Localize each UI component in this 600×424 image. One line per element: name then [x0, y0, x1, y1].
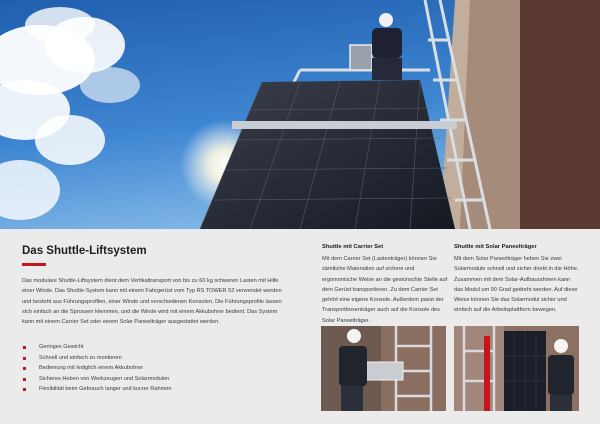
brick-wall — [520, 0, 600, 229]
intro-paragraph: Das modulare Shuttle-Liftsystem dient dem Vertikaltransport von bis zu 60 kg schweren Lasten mit Hilfe einer Winde. Das Shuttle-System kann mit einem Fahrgerüst vom Typ RS TOWER 52 verwendet werden und besteht aus Führungsprofilen, einer Winde und verschiedenen Konsolen. Die Führungsprofile lassen sich einfach an die Sprossen klemmen, und die Winde wird mit einem Akkubohrer bedient. Das System kann mit einem Carrier Set oder einem Solar Paneelträger ausgestattet werden. — [22, 278, 282, 326]
list-item: Sicheres Heben von Werkzeugen und Solarmodulen — [22, 374, 171, 385]
bullet-icon — [23, 367, 26, 370]
content-area — [0, 229, 600, 424]
feature-list — [22, 342, 171, 395]
list-item: Geringes Gewicht — [22, 342, 171, 353]
solar-carrier-text: Mit dem Solar Paneelträger heben Sie zwei Solarmodule schnell und sicher direkt in die Höhe. Zusammen mit dem Solar-Aufbaurahmen kann das Modul um 90 Grad gedreht werden. Auf diese Weise können Sie das Solarmodul sicher und einfach auf die Arbeitsplattform bewegen. — [454, 256, 579, 314]
carrier-set-text: Mit dem Carrier Set (Lastenträger) können Sie sämtliche Materialien auf sichere und ergonomische Weise an die gewünschte Stelle auf dem Gerüst transportieren. Zu dem Carrier Set gehört eine eigene Konsole. Außerdem passt der Transportboxenträger auch auf die Konsole des Solar Paneelträger. — [322, 256, 448, 324]
solar-carrier-photo — [454, 326, 579, 411]
section-title: Das Shuttle-Liftsystem — [22, 245, 147, 257]
bullet-icon — [23, 357, 26, 360]
bullet-icon — [23, 378, 26, 381]
solar-carrier-heading: Shuttle mit Solar Paneelträger — [454, 244, 537, 250]
bullet-icon — [23, 388, 26, 391]
list-item: Flexibilität beim Gebrauch langer und kurzer Rahmen — [22, 384, 171, 395]
bullet-icon — [23, 346, 26, 349]
carrier-set-heading: Shuttle mit Carrier Set — [322, 244, 384, 250]
panel-carrier-bar — [232, 121, 457, 129]
list-item: Bedienung mit lediglich einem Akkubohrer — [22, 363, 171, 374]
carrier-set-photo — [321, 326, 446, 411]
list-item: Schnell und einfach zu montieren — [22, 353, 171, 364]
title-accent-bar — [22, 263, 46, 266]
